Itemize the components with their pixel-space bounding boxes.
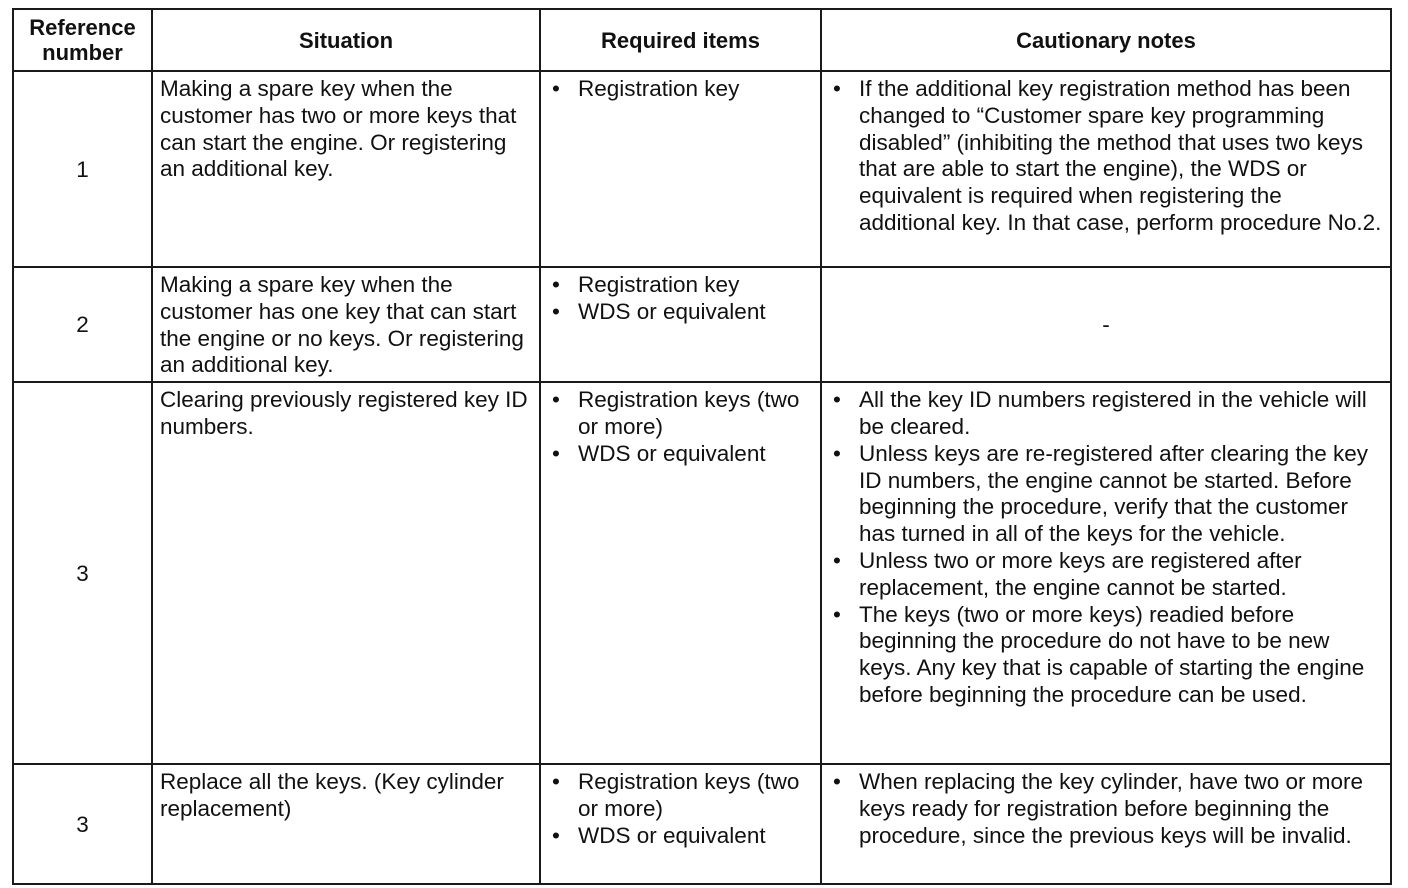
list-item-text: If the additional key registration method has been changed to “Customer spare key programming disabled” (inhibiting the method that uses two keys that are able to start the engine), the WDS or equivalent is required when registering the additional key. In that case, perform procedure No.2.: [859, 76, 1382, 235]
list-item-text: WDS or equivalent: [578, 298, 766, 324]
situation-cell: Making a spare key when the customer has one key that can start the engine or no keys. Or registering an additional key.: [152, 267, 540, 382]
cautionary-notes-empty-cell: -: [821, 267, 1391, 382]
list-item-text: When replacing the key cylinder, have two or more keys ready for registration before beginning the procedure, since the previous keys will be invalid.: [859, 769, 1363, 848]
cautionary-notes-cell: [821, 71, 1391, 267]
table-row: [13, 267, 1391, 382]
key-registration-table: [12, 8, 1392, 885]
list-item-text: Unless keys are re-registered after clearing the key ID numbers, the engine cannot be started. Before beginning the procedure, verify that the customer has turned in all of the keys for the vehicle.: [859, 440, 1368, 547]
bullet-icon: •: [552, 440, 560, 466]
required-items-cell: [540, 267, 821, 382]
list-item-text: All the key ID numbers registered in the vehicle will be cleared.: [859, 387, 1367, 439]
table-header-row: [13, 9, 1391, 71]
list-item-text: Registration keys (two or more): [578, 387, 800, 439]
list-item-text: WDS or equivalent: [578, 440, 766, 466]
situation-cell: Clearing previously registered key ID numbers.: [152, 382, 540, 764]
list-item: [829, 76, 1383, 237]
list-item: [829, 387, 1383, 441]
table-row: [13, 71, 1391, 267]
notes-list: [829, 387, 1383, 709]
list-item: [548, 76, 813, 103]
list-item-text: The keys (two or more keys) readied before beginning the procedure do not have to be new keys. Any key that is capable of starting the engine before beginning the procedure can be used.: [859, 601, 1365, 707]
reference-number-cell: 3: [13, 382, 152, 764]
list-item: [548, 387, 813, 441]
notes-list: [829, 76, 1383, 237]
required-items-list: [548, 769, 813, 849]
bullet-icon: •: [552, 769, 560, 795]
bullet-icon: •: [552, 76, 560, 101]
bullet-icon: •: [833, 440, 841, 466]
situation-cell: Making a spare key when the customer has two or more keys that can start the engine. Or registering an additional key.: [152, 71, 540, 267]
bullet-icon: •: [552, 272, 560, 297]
bullet-icon: •: [552, 298, 560, 324]
bullet-icon: •: [833, 769, 841, 795]
cautionary-notes-cell: [821, 382, 1391, 764]
list-item: [829, 769, 1383, 849]
header-reference-number: [13, 9, 152, 71]
table-row: [13, 382, 1391, 764]
situation-cell: Replace all the keys. (Key cylinder replacement): [152, 764, 540, 884]
list-item-text: Registration key: [578, 76, 740, 101]
reference-number-cell: 2: [13, 267, 152, 382]
list-item: [548, 823, 813, 850]
required-items-cell: [540, 71, 821, 267]
bullet-icon: •: [833, 547, 841, 573]
list-item: [548, 299, 813, 326]
header-reference-line2: number: [42, 40, 123, 65]
list-item: [548, 272, 813, 299]
list-item: [829, 602, 1383, 709]
list-item: [829, 441, 1383, 548]
header-cautionary-notes: Cautionary notes: [821, 9, 1391, 71]
header-required-items: Required items: [540, 9, 821, 71]
required-items-list: [548, 76, 813, 103]
list-item-text: Registration keys (two or more): [578, 769, 800, 821]
notes-list: [829, 769, 1383, 849]
table-row: [13, 764, 1391, 884]
bullet-icon: •: [833, 601, 841, 627]
header-situation: Situation: [152, 9, 540, 71]
required-items-list: [548, 387, 813, 467]
list-item: [548, 441, 813, 468]
list-item-text: Unless two or more keys are registered after replacement, the engine cannot be started.: [859, 547, 1302, 600]
bullet-icon: •: [833, 76, 841, 101]
list-item: [548, 769, 813, 823]
reference-number-cell: 3: [13, 764, 152, 884]
list-item: [829, 548, 1383, 602]
list-item-text: Registration key: [578, 272, 740, 297]
required-items-cell: [540, 764, 821, 884]
bullet-icon: •: [833, 387, 841, 413]
cautionary-notes-cell: [821, 764, 1391, 884]
list-item-text: WDS or equivalent: [578, 822, 766, 848]
bullet-icon: •: [552, 822, 560, 848]
header-reference-line1: Reference: [29, 15, 136, 40]
reference-number-cell: 1: [13, 71, 152, 267]
required-items-cell: [540, 382, 821, 764]
bullet-icon: •: [552, 387, 560, 413]
required-items-list: [548, 272, 813, 326]
